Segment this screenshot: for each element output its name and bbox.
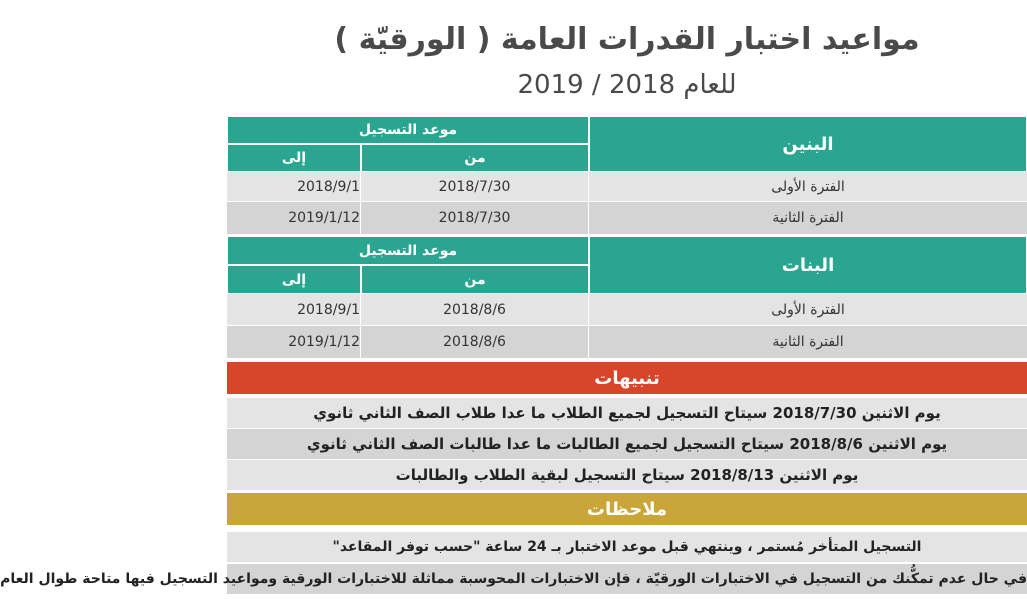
from-date-cell: 2018/8/6 <box>361 326 589 358</box>
girls-registration-header: موعد التسجيل <box>227 236 589 265</box>
to-date-cell: 2019/1/12 <box>227 326 361 358</box>
period-cell: الفترة الثانية <box>589 326 1027 358</box>
boys-from-header: من <box>361 144 589 172</box>
notes-header: ملاحظات <box>227 493 1027 525</box>
to-date-cell: 2018/9/1 <box>227 172 361 202</box>
from-date-cell: 2018/8/6 <box>361 294 589 326</box>
from-date-cell: 2018/7/30 <box>361 172 589 202</box>
period-cell: الفترة الأولى <box>589 172 1027 202</box>
note-item: في حال عدم تمكُّنك من التسجيل في الاختبارات الورقيّة ، فإن الاختبارات المحوسبة مماثلة للاختبارات الورقية ومواعيد التسجيل فيها متاحة طوال العام <box>227 564 1027 594</box>
to-date-cell: 2019/1/12 <box>227 202 361 234</box>
period-cell: الفترة الثانية <box>589 202 1027 234</box>
girls-from-header: من <box>361 265 589 294</box>
page-title: مواعيد اختبار القدرات العامة ( الورقيّة ) <box>334 22 920 57</box>
page-subtitle: للعام 2018 / 2019 <box>517 70 737 100</box>
period-cell: الفترة الأولى <box>589 294 1027 326</box>
notice-item: يوم الاثنين 2018/8/13 سيتاح التسجيل لبقية الطلاب والطالبات <box>227 460 1027 490</box>
from-date-cell: 2018/7/30 <box>361 202 589 234</box>
notice-item: يوم الاثنين 2018/7/30 سيتاح التسجيل لجميع الطلاب ما عدا طلاب الصف الثاني ثانوي <box>227 398 1027 428</box>
notice-item: يوم الاثنين 2018/8/6 سيتاح التسجيل لجميع الطالبات ما عدا طالبات الصف الثاني ثانوي <box>227 429 1027 459</box>
to-date-cell: 2018/9/1 <box>227 294 361 326</box>
note-item: التسجيل المتأخر مُستمر ، وينتهي قبل موعد الاختبار بـ 24 ساعة "حسب توفر المقاعد" <box>227 532 1027 562</box>
boys-to-header: إلى <box>227 144 361 172</box>
boys-registration-header: موعد التسجيل <box>227 116 589 144</box>
girls-group-header: البنات <box>589 236 1027 294</box>
girls-to-header: إلى <box>227 265 361 294</box>
notices-header: تنبيهات <box>227 362 1027 394</box>
boys-group-header: البنين <box>589 116 1027 172</box>
